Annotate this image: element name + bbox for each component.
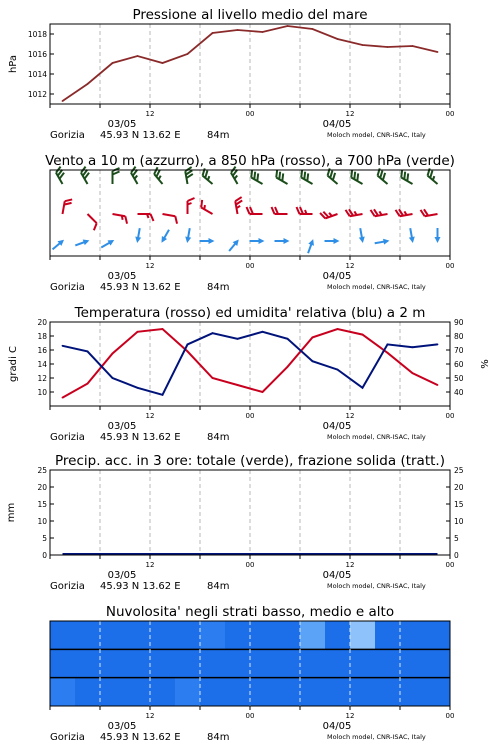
- temperature-point: [237, 384, 239, 386]
- x-tick-label: 12: [145, 712, 155, 720]
- cloud-cell-basso: [150, 678, 176, 706]
- cloud-cell-alto: [75, 621, 101, 649]
- pressure-point: [162, 62, 164, 64]
- wind-barb-850hpa: [346, 207, 363, 217]
- date-label: 04/05: [322, 271, 352, 282]
- humidity-point: [337, 369, 339, 371]
- panel-title: Temperatura (rosso) ed umidita' relativa (blu) a 2 m: [74, 305, 426, 321]
- x-tick-label: 00: [245, 712, 255, 720]
- humidity-point: [387, 344, 389, 346]
- wind-barb-700hpa: [349, 170, 366, 184]
- cloud-cell-alto: [175, 621, 201, 649]
- wind-barb-850hpa: [188, 198, 195, 214]
- y-axis-label: gradi C: [8, 346, 19, 382]
- pressure-point: [387, 46, 389, 48]
- footer-elevation: 84m: [207, 581, 230, 592]
- wind-barb-10m: [184, 228, 193, 244]
- x-tick-label: 12: [345, 412, 355, 420]
- cloud-cell-medio: [150, 649, 176, 677]
- wind-barb-850hpa: [320, 207, 337, 219]
- humidity-point: [62, 345, 64, 347]
- cloud-cell-basso: [125, 678, 151, 706]
- y2-tick-label: 0: [454, 551, 459, 560]
- y2-tick-label: 50: [454, 374, 464, 383]
- humidity-point: [412, 346, 414, 348]
- cloud-cell-alto: [50, 621, 76, 649]
- cloud-cell-medio: [350, 649, 376, 677]
- pressure-point: [87, 83, 89, 85]
- date-label: 03/05: [107, 271, 137, 282]
- y-tick-label: 1018: [27, 30, 47, 39]
- cloud-cell-medio: [200, 649, 226, 677]
- wind-barb-850hpa: [371, 207, 388, 217]
- wind-barb-10m: [100, 237, 116, 250]
- humidity-point: [212, 332, 214, 334]
- wind-barb-850hpa: [199, 200, 216, 214]
- panel-title: Vento a 10 m (azzurro), a 850 hPa (rosso), a 700 hPa (verde): [45, 153, 455, 169]
- humidity-point: [437, 344, 439, 346]
- cloud-cell-medio: [400, 649, 426, 677]
- y2-tick-label: 40: [454, 388, 464, 397]
- x-tick-label: 12: [345, 712, 355, 720]
- wind-barb-10m: [134, 228, 143, 244]
- footer-location: Gorizia: [50, 282, 85, 293]
- cloud-cell-alto: [150, 621, 176, 649]
- date-label: 03/05: [107, 119, 137, 130]
- date-label: 04/05: [322, 570, 352, 581]
- pressure-point: [412, 45, 414, 47]
- temperature-point: [262, 391, 264, 393]
- pressure-point: [262, 31, 264, 33]
- footer-model: Moloch model, CNR-ISAC, Italy: [327, 283, 426, 291]
- humidity-point: [262, 331, 264, 333]
- wind-barb-850hpa: [421, 207, 438, 217]
- y-tick-label: 16: [37, 346, 47, 355]
- wind-barb-850hpa: [138, 214, 154, 221]
- pressure-point: [187, 53, 189, 55]
- cloud-cell-basso: [400, 678, 426, 706]
- cloud-cell-basso: [350, 678, 376, 706]
- cloud-cell-basso: [425, 678, 451, 706]
- temperature-point: [312, 337, 314, 339]
- cloud-cell-basso: [375, 678, 401, 706]
- y-tick-label: 20: [37, 318, 47, 327]
- cloud-cell-medio: [100, 649, 126, 677]
- cloud-cell-basso: [250, 678, 276, 706]
- wind-barb-10m: [200, 238, 215, 244]
- y-tick-label: 14: [37, 360, 47, 369]
- wind-barb-700hpa: [80, 167, 94, 184]
- humidity-point: [362, 387, 364, 389]
- wind-barb-10m: [74, 237, 90, 248]
- footer-coords: 45.93 N 13.62 E: [100, 732, 181, 743]
- x-tick-label: 12: [145, 412, 155, 420]
- wind-barb-700hpa: [249, 170, 266, 184]
- footer-coords: 45.93 N 13.62 E: [100, 581, 181, 592]
- y-tick-label: 20: [37, 483, 47, 492]
- cloud-cell-basso: [175, 678, 201, 706]
- x-tick-label: 00: [245, 561, 255, 569]
- y2-tick-label: 5: [454, 534, 459, 543]
- y2-tick-label: 80: [454, 332, 464, 341]
- x-tick-label: 12: [145, 262, 155, 270]
- x-tick-label: 12: [345, 262, 355, 270]
- wind-barb-850hpa: [235, 197, 245, 214]
- cloud-cell-medio: [300, 649, 326, 677]
- cloud-cell-basso: [225, 678, 251, 706]
- cloud-cell-alto: [375, 621, 401, 649]
- humidity-point: [312, 360, 314, 362]
- x-tick-label: 12: [145, 561, 155, 569]
- temperature-point: [187, 351, 189, 353]
- y-tick-label: 1012: [27, 90, 47, 99]
- wind-barb-850hpa: [272, 207, 288, 214]
- x-tick-label: 00: [245, 412, 255, 420]
- date-label: 03/05: [107, 721, 137, 732]
- date-label: 04/05: [322, 721, 352, 732]
- wind-barb-850hpa: [297, 207, 313, 214]
- humidity-point: [287, 338, 289, 340]
- y-axis-label: hPa: [8, 54, 19, 74]
- wind-barb-850hpa: [161, 214, 178, 224]
- humidity-point: [162, 394, 164, 396]
- y-tick-label: 12: [37, 374, 47, 383]
- temperature-point: [62, 397, 64, 399]
- wind-barb-700hpa: [325, 168, 342, 184]
- x-tick-label: 00: [245, 110, 255, 118]
- y-tick-label: 10: [37, 388, 47, 397]
- cloud-cell-medio: [50, 649, 76, 677]
- wind-barb-10m: [435, 228, 441, 243]
- y-axis-label: mm: [6, 502, 17, 523]
- cloud-cell-basso: [200, 678, 226, 706]
- cloud-cell-alto: [125, 621, 151, 649]
- x-tick-label: 12: [345, 561, 355, 569]
- cloud-cell-alto: [400, 621, 426, 649]
- temperature-point: [112, 353, 114, 355]
- cloud-cell-medio: [425, 649, 451, 677]
- x-tick-label: 00: [445, 561, 455, 569]
- footer-model: Moloch model, CNR-ISAC, Italy: [327, 131, 426, 139]
- wind-barb-10m: [275, 238, 290, 244]
- footer-elevation: 84m: [207, 282, 230, 293]
- temperature-point: [212, 377, 214, 379]
- cloud-cell-basso: [100, 678, 126, 706]
- footer-model: Moloch model, CNR-ISAC, Italy: [327, 733, 426, 741]
- cloud-cell-medio: [225, 649, 251, 677]
- wind-barb-700hpa: [399, 170, 416, 184]
- wind-barb-700hpa: [130, 167, 144, 184]
- footer-model: Moloch model, CNR-ISAC, Italy: [327, 433, 426, 441]
- humidity-point: [187, 344, 189, 346]
- wind-barb-10m: [159, 228, 172, 244]
- wind-barb-10m: [305, 238, 316, 254]
- wind-barb-850hpa: [247, 207, 263, 214]
- wind-barb-10m: [407, 228, 416, 244]
- cloud-cell-alto: [250, 621, 276, 649]
- y2-tick-label: 60: [454, 360, 464, 369]
- y-tick-label: 10: [37, 517, 47, 526]
- y-tick-label: 1014: [27, 70, 47, 79]
- temperature-point: [337, 328, 339, 330]
- pressure-point: [337, 38, 339, 40]
- temperature-point: [387, 352, 389, 354]
- wind-barb-700hpa: [55, 167, 69, 184]
- footer-elevation: 84m: [207, 130, 230, 141]
- humidity-point: [237, 338, 239, 340]
- wind-barb-700hpa: [230, 167, 244, 184]
- y-tick-label: 15: [37, 500, 47, 509]
- panel-title: Precip. acc. in 3 ore: totale (verde), frazione solida (tratt.): [55, 453, 445, 469]
- pressure-point: [312, 28, 314, 30]
- wind-barb-10m: [227, 238, 241, 253]
- y2-axis-label: %: [480, 359, 491, 369]
- footer-location: Gorizia: [50, 581, 85, 592]
- date-label: 04/05: [322, 421, 352, 432]
- cloud-cell-basso: [325, 678, 351, 706]
- wind-barb-10m: [325, 238, 340, 244]
- wind-barb-10m: [374, 238, 390, 247]
- humidity-point: [112, 377, 114, 379]
- cloud-cell-alto: [275, 621, 301, 649]
- pressure-point: [212, 32, 214, 34]
- y2-tick-label: 25: [454, 466, 464, 475]
- y-tick-label: 5: [42, 534, 47, 543]
- cloud-cell-basso: [50, 678, 76, 706]
- pressure-point: [137, 55, 139, 57]
- pressure-point: [237, 29, 239, 31]
- y2-tick-label: 20: [454, 483, 464, 492]
- y-tick-label: 25: [37, 466, 47, 475]
- cloud-cell-medio: [325, 649, 351, 677]
- footer-elevation: 84m: [207, 732, 230, 743]
- wind-barb-850hpa: [63, 198, 73, 215]
- cloud-cell-medio: [175, 649, 201, 677]
- cloud-cell-alto: [100, 621, 126, 649]
- wind-barb-700hpa: [375, 168, 392, 184]
- footer-coords: 45.93 N 13.62 E: [100, 130, 181, 141]
- cloud-cell-basso: [75, 678, 101, 706]
- cloud-cell-basso: [300, 678, 326, 706]
- x-tick-label: 00: [445, 262, 455, 270]
- y2-tick-label: 90: [454, 318, 464, 327]
- y2-tick-label: 70: [454, 346, 464, 355]
- wind-barb-850hpa: [83, 214, 99, 230]
- y-tick-label: 18: [37, 332, 47, 341]
- cloud-cell-medio: [375, 649, 401, 677]
- wind-barb-700hpa: [274, 170, 291, 184]
- temperature-point: [437, 384, 439, 386]
- wind-barb-10m: [250, 238, 265, 244]
- y2-tick-label: 15: [454, 500, 464, 509]
- humidity-point: [87, 351, 89, 353]
- temperature-point: [87, 383, 89, 385]
- wind-barb-10m: [357, 228, 366, 244]
- wind-barb-700hpa: [200, 168, 217, 184]
- cloud-cell-medio: [275, 649, 301, 677]
- x-tick-label: 00: [445, 712, 455, 720]
- date-label: 04/05: [322, 119, 352, 130]
- y2-tick-label: 10: [454, 517, 464, 526]
- pressure-point: [62, 100, 64, 102]
- y-tick-label: 0: [42, 551, 47, 560]
- footer-location: Gorizia: [50, 732, 85, 743]
- pressure-point: [112, 62, 114, 64]
- cloud-cell-alto: [200, 621, 226, 649]
- x-tick-label: 00: [245, 262, 255, 270]
- cloud-cell-alto: [350, 621, 376, 649]
- wind-barb-10m: [51, 237, 66, 251]
- x-tick-label: 00: [445, 412, 455, 420]
- temperature-point: [162, 328, 164, 330]
- footer-coords: 45.93 N 13.62 E: [100, 282, 181, 293]
- pressure-point: [437, 51, 439, 53]
- cloud-cell-basso: [275, 678, 301, 706]
- wind-barb-700hpa: [299, 170, 316, 184]
- temperature-point: [412, 372, 414, 374]
- wind-barb-850hpa: [396, 207, 413, 217]
- cloud-cell-alto: [225, 621, 251, 649]
- date-label: 03/05: [107, 421, 137, 432]
- x-tick-label: 12: [345, 110, 355, 118]
- cloud-cell-alto: [325, 621, 351, 649]
- x-tick-label: 00: [445, 110, 455, 118]
- cloud-cell-medio: [250, 649, 276, 677]
- temperature-point: [362, 334, 364, 336]
- wind-barb-700hpa: [425, 168, 442, 184]
- panel-title: Nuvolosita' negli strati basso, medio e alto: [105, 604, 395, 620]
- temperature-point: [287, 366, 289, 368]
- cloud-cell-alto: [300, 621, 326, 649]
- footer-model: Moloch model, CNR-ISAC, Italy: [327, 582, 426, 590]
- wind-barb-850hpa: [111, 214, 128, 224]
- footer-location: Gorizia: [50, 130, 85, 141]
- cloud-cell-alto: [425, 621, 451, 649]
- cloud-cell-medio: [125, 649, 151, 677]
- x-tick-label: 12: [145, 110, 155, 118]
- panel-title: Pressione al livello medio del mare: [132, 7, 368, 23]
- humidity-point: [137, 387, 139, 389]
- temperature-point: [137, 331, 139, 333]
- pressure-point: [362, 44, 364, 46]
- footer-elevation: 84m: [207, 432, 230, 443]
- footer-coords: 45.93 N 13.62 E: [100, 432, 181, 443]
- date-label: 03/05: [107, 570, 137, 581]
- cloud-cell-medio: [75, 649, 101, 677]
- footer-location: Gorizia: [50, 432, 85, 443]
- y-tick-label: 1016: [27, 50, 47, 59]
- pressure-point: [287, 25, 289, 27]
